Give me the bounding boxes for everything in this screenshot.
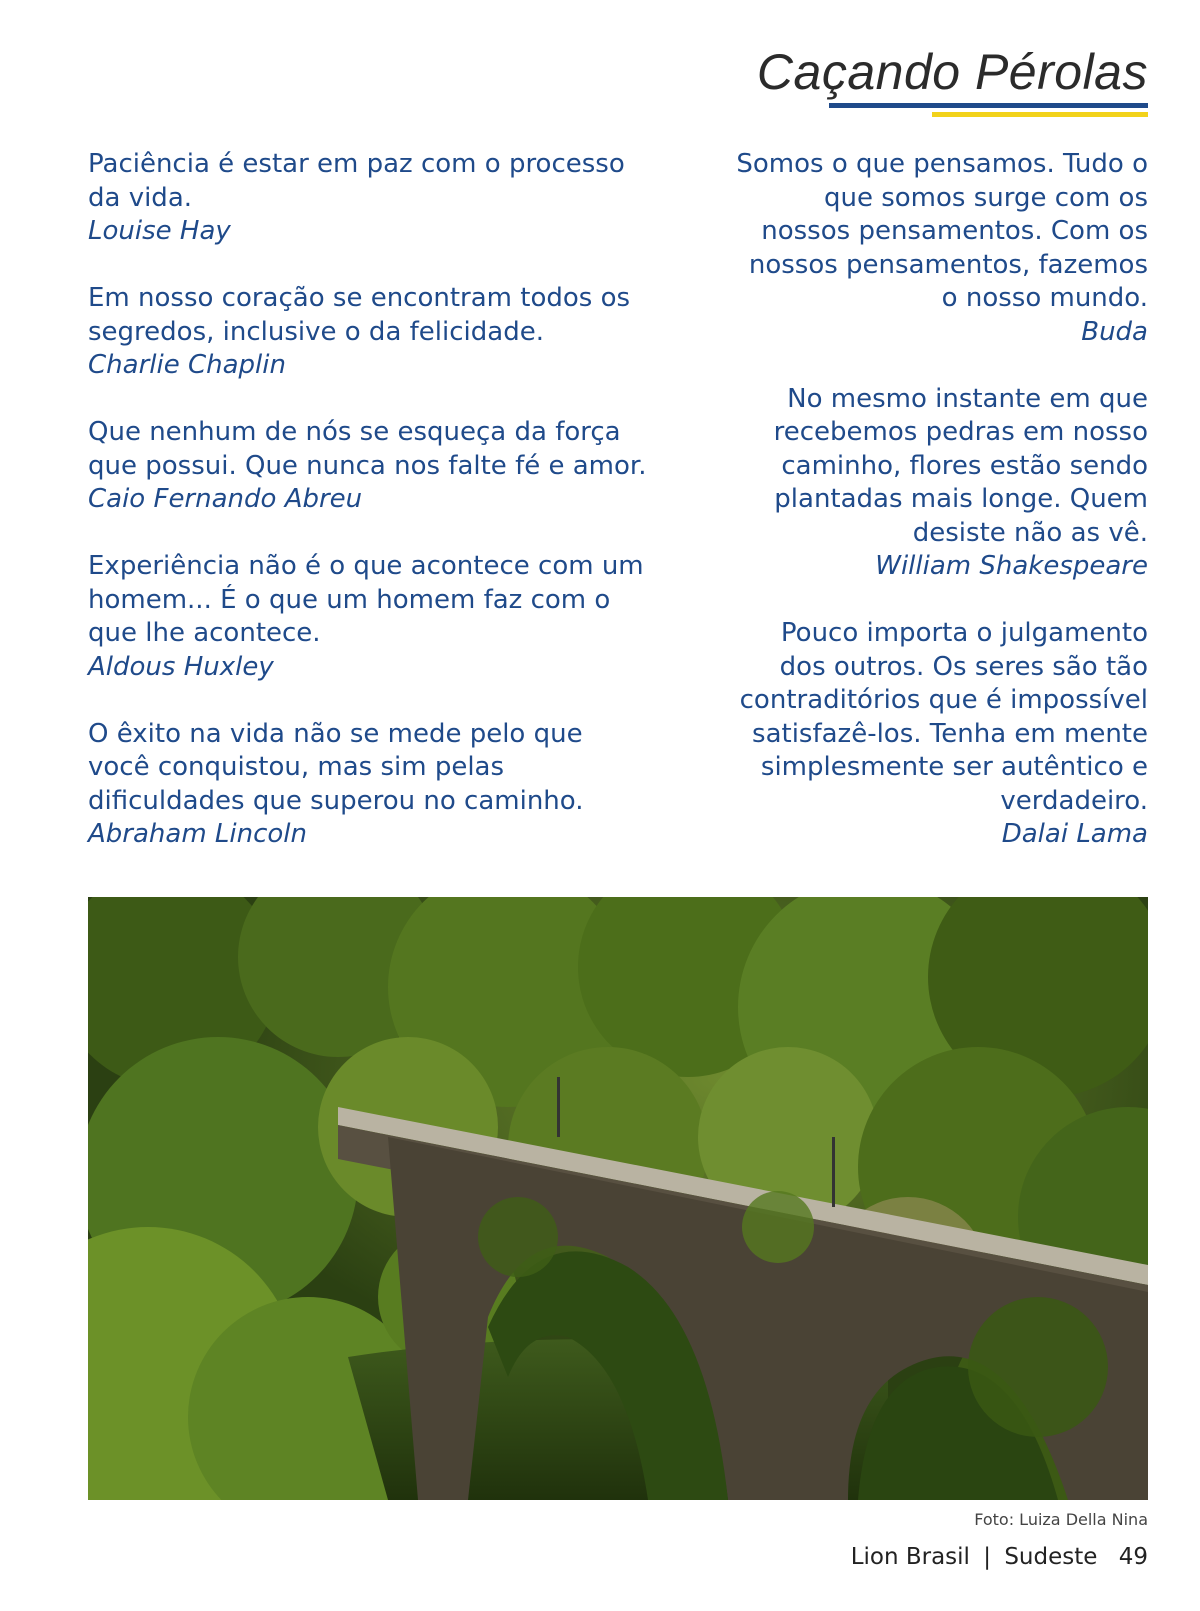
quote-author: Abraham Lincoln (88, 819, 308, 849)
magazine-name: Lion Brasil (850, 1544, 970, 1570)
bridge-landscape-image (88, 897, 1148, 1500)
quote-text: Paciência é estar em paz com o processo da vida. (88, 149, 625, 213)
quote-block (88, 148, 648, 249)
quote-author: William Shakespeare (875, 551, 1148, 581)
quote-text: O êxito na vida não se mede pelo que você conquistou, mas sim pelas dificuldades que superou no caminho. (88, 718, 584, 816)
quote-block (728, 148, 1148, 349)
right-quote-column (728, 148, 1148, 885)
photo-credit: Foto: Luiza Della Nina (974, 1510, 1148, 1529)
page-footer (851, 1544, 1148, 1570)
quote-block (728, 383, 1148, 584)
quote-author: Louise Hay (88, 216, 231, 246)
section-name: Sudeste (1004, 1544, 1098, 1570)
title-underline-yellow (932, 112, 1148, 117)
footer-separator: | (983, 1544, 992, 1570)
quote-author: Aldous Huxley (88, 651, 274, 682)
page-number: 49 (1118, 1544, 1148, 1570)
quote-text: Pouco importa o julgamento dos outros. Os seres são tão contraditórios que é impossível satisfazê-los. Tenha em mente simplesmente ser autêntico e verdadeiro. (739, 618, 1148, 816)
quote-author: Buda (1081, 316, 1148, 347)
quote-text: Em nosso coração se encontram todos os segredos, inclusive o da felicidade. (88, 283, 631, 347)
quote-author: Charlie Chaplin (88, 350, 286, 380)
left-quote-column (88, 148, 648, 885)
quote-block (88, 282, 648, 383)
quote-text: No mesmo instante em que recebemos pedras em nosso caminho, flores estão sendo plantadas mais longe. Quem desiste não as vê. (773, 383, 1148, 548)
bridge-photo (88, 897, 1148, 1500)
quote-author: Dalai Lama (1001, 819, 1148, 849)
quote-text: Experiência não é o que acontece com um homem... É o que um homem faz com o que lhe acontece. (88, 551, 644, 648)
quote-text: Somos o que pensamos. Tudo o que somos surge com os nossos pensamentos. Com os nossos pensamentos, fazemos o nosso mundo. (736, 149, 1148, 313)
quote-block (728, 617, 1148, 852)
page-title: Caçando Pérolas (756, 44, 1148, 100)
title-underline-blue (829, 103, 1148, 108)
quote-block (88, 550, 648, 684)
quote-block (88, 416, 648, 517)
quote-text: Que nenhum de nós se esqueça da força que possui. Que nunca nos falte fé e amor. (88, 417, 647, 481)
quote-author: Caio Fernando Abreu (88, 484, 363, 514)
quote-block (88, 718, 648, 852)
